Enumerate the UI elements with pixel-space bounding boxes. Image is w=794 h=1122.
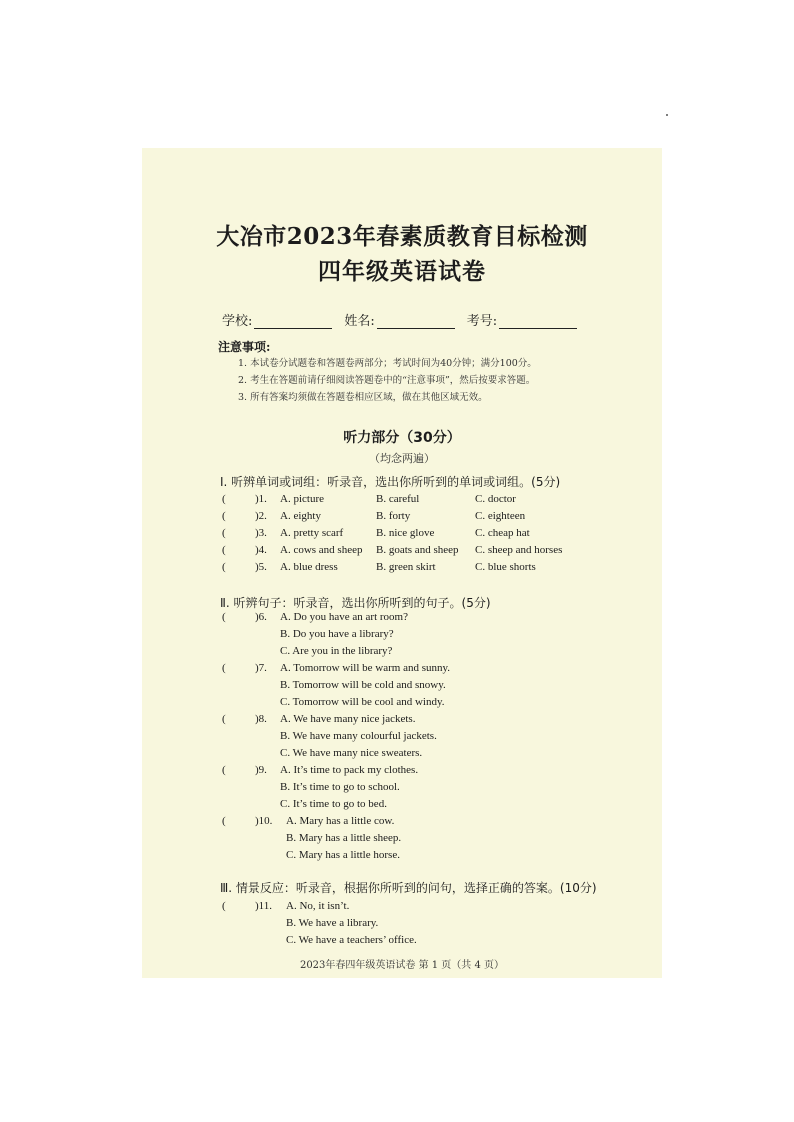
option-a: A. Mary has a little cow. — [286, 815, 395, 827]
option-b: B. Tomorrow will be cold and snowy. — [280, 679, 446, 691]
question-number: )3. — [255, 527, 267, 539]
question-row — [222, 561, 642, 577]
school-field — [222, 310, 332, 329]
answer-paren-open[interactable]: ( — [222, 611, 226, 623]
option-c: C. We have a teachers’ office. — [286, 934, 417, 946]
question-number: )4. — [255, 544, 267, 556]
note-item: 2. 考生在答题前请仔细阅读答题卷中的“注意事项”，然后按要求答题。 — [238, 375, 536, 386]
notes-heading: 注意事项: — [218, 340, 271, 354]
school-blank[interactable] — [254, 315, 332, 329]
option-b: B. It’s time to go to school. — [280, 781, 400, 793]
question-block — [222, 900, 642, 952]
name-field — [344, 310, 454, 329]
question-number: )9. — [255, 764, 267, 776]
part1-heading: Ⅰ. 听辨单词或词组：听录音，选出你所听到的单词或词组。(5分) — [220, 475, 561, 489]
answer-paren-open[interactable]: ( — [222, 764, 226, 776]
question-number: )6. — [255, 611, 267, 623]
part2-heading: Ⅱ. 听辨句子：听录音，选出你所听到的句子。(5分) — [220, 596, 491, 610]
option-b: B. goats and sheep — [376, 544, 459, 556]
question-block — [222, 713, 642, 765]
option-a: A. We have many nice jackets. — [280, 713, 416, 725]
scan-speck — [666, 114, 668, 116]
section-title: 听力部分（30分） — [343, 430, 461, 446]
exam-no-label: 考号: — [466, 314, 498, 329]
student-info — [222, 310, 577, 329]
option-c: C. We have many nice sweaters. — [280, 747, 423, 759]
question-row — [222, 527, 642, 543]
option-b: B. forty — [376, 510, 411, 522]
answer-paren-open[interactable]: ( — [222, 493, 226, 505]
note-item: 1. 本试卷分试题卷和答题卷两部分；考试时间为40分钟；满分100分。 — [238, 358, 537, 369]
answer-paren-open[interactable]: ( — [222, 815, 226, 827]
name-label: 姓名: — [344, 314, 375, 329]
option-c: C. blue shorts — [475, 561, 536, 573]
option-a: A. No, it isn’t. — [286, 900, 350, 912]
option-a: A. picture — [280, 493, 324, 505]
question-row — [222, 510, 642, 526]
exam-no-blank[interactable] — [499, 315, 577, 329]
option-a: A. blue dress — [280, 561, 338, 573]
question-block — [222, 815, 642, 867]
answer-paren-open[interactable]: ( — [222, 662, 226, 674]
note-item: 3. 所有答案均须做在答题卷相应区域，做在其他区域无效。 — [238, 392, 488, 403]
option-b: B. We have a library. — [286, 917, 379, 929]
option-a: A. cows and sheep — [280, 544, 363, 556]
question-row — [222, 493, 642, 509]
question-block — [222, 764, 642, 816]
option-c: C. It’s time to go to bed. — [280, 798, 387, 810]
school-label: 学校: — [222, 314, 253, 329]
option-b: B. nice glove — [376, 527, 435, 539]
exam-page — [142, 148, 662, 978]
option-c: C. Tomorrow will be cool and windy. — [280, 696, 445, 708]
exam-title: 大冶市2023年春素质教育目标检测 — [216, 223, 588, 250]
question-number: )1. — [255, 493, 267, 505]
page-footer: 2023年春四年级英语试卷 第 1 页（共 4 页） — [299, 960, 505, 971]
question-number: )11. — [255, 900, 273, 912]
question-number: )5. — [255, 561, 267, 573]
option-a: A. Do you have an art room? — [280, 611, 408, 623]
exam-subtitle: 四年级英语试卷 — [318, 258, 486, 285]
question-row — [222, 544, 642, 560]
option-c: C. Are you in the library? — [280, 645, 393, 657]
option-c: C. Mary has a little horse. — [286, 849, 400, 861]
question-block — [222, 662, 642, 714]
option-b: B. careful — [376, 493, 420, 505]
answer-paren-open[interactable]: ( — [222, 561, 226, 573]
answer-paren-open[interactable]: ( — [222, 900, 226, 912]
answer-paren-open[interactable]: ( — [222, 713, 226, 725]
option-b: B. We have many colourful jackets. — [280, 730, 437, 742]
question-number: )10. — [255, 815, 273, 827]
answer-paren-open[interactable]: ( — [222, 527, 226, 539]
section-subtitle: （均念两遍） — [369, 452, 435, 465]
name-blank[interactable] — [377, 315, 455, 329]
option-c: C. sheep and horses — [475, 544, 563, 556]
option-b: B. Mary has a little sheep. — [286, 832, 402, 844]
option-b: B. Do you have a library? — [280, 628, 394, 640]
notes-list — [238, 355, 537, 406]
option-c: C. eighteen — [475, 510, 526, 522]
option-a: A. Tomorrow will be warm and sunny. — [280, 662, 451, 674]
option-b: B. green skirt — [376, 561, 436, 573]
option-a: A. It’s time to pack my clothes. — [280, 764, 419, 776]
answer-paren-open[interactable]: ( — [222, 544, 226, 556]
exam-no-field — [467, 310, 577, 329]
question-number: )2. — [255, 510, 267, 522]
option-c: C. cheap hat — [475, 527, 530, 539]
part3-heading: Ⅲ. 情景反应：听录音，根据你所听到的问句，选择正确的答案。(10分) — [220, 881, 597, 895]
option-a: A. pretty scarf — [280, 527, 344, 539]
question-number: )7. — [255, 662, 267, 674]
option-c: C. doctor — [475, 493, 516, 505]
question-block — [222, 611, 642, 663]
option-a: A. eighty — [280, 510, 321, 522]
answer-paren-open[interactable]: ( — [222, 510, 226, 522]
question-number: )8. — [255, 713, 267, 725]
